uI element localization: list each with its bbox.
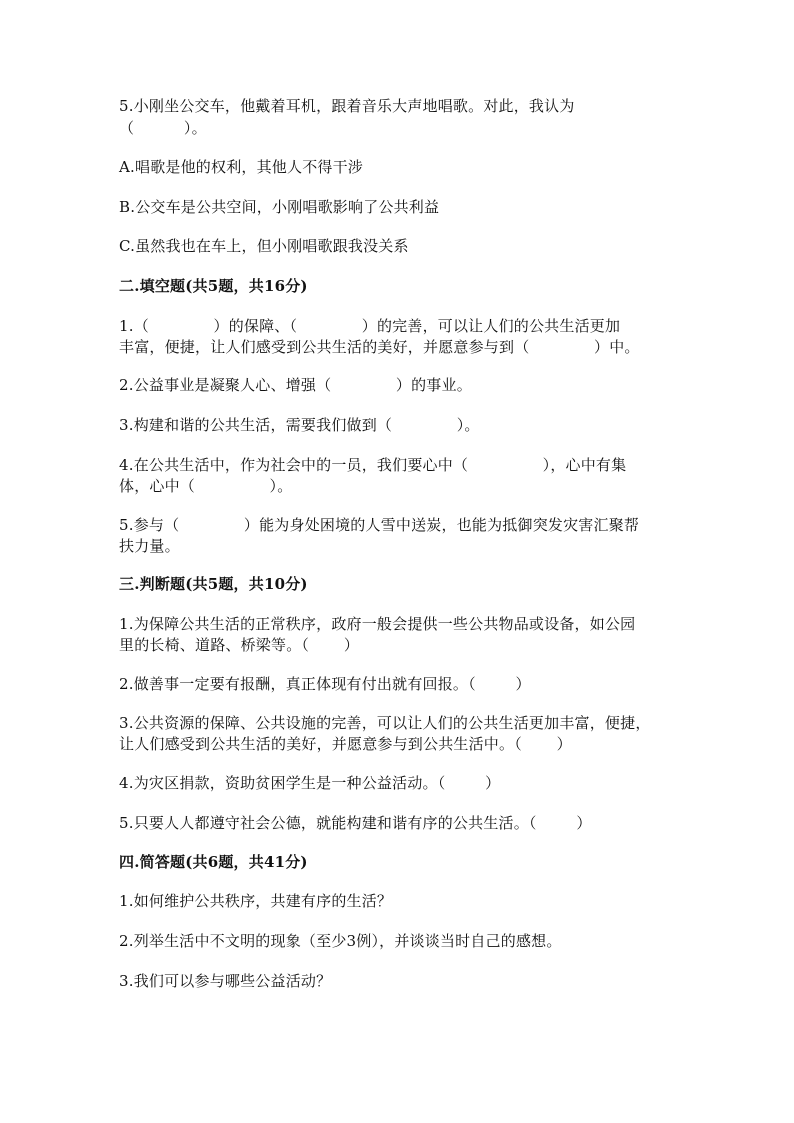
section-heading-true-false: 三.判断题(共5题，共10分) [119, 575, 308, 593]
question-line: 4.为灾区捐款，资助贫困学生是一种公益活动。（ ） [119, 774, 501, 792]
question-line: 丰富，便捷，让人们感受到公共生活的美好，并愿意参与到（ ）中。 [119, 338, 640, 356]
question-line: 5.参与（ ）能为身处困境的人雪中送炭，也能为抵御突发灾害汇聚帮 [119, 516, 640, 534]
question-line: 1.如何维护公共秩序，共建有序的生活？ [119, 892, 393, 910]
question-line: 让人们感受到公共生活的美好，并愿意参与到公共生活中。（ ） [119, 735, 572, 753]
section-heading-fill-blank: 二.填空题(共5题，共16分) [119, 277, 308, 295]
question-line: 里的长椅、道路、桥梁等。（ ） [119, 636, 360, 654]
question-line: 1.（ ）的保障、（ ）的完善，可以让人们的公共生活更加 [119, 317, 621, 335]
question-line: 3.我们可以参与哪些公益活动？ [119, 972, 332, 990]
question-line: 2.列举生活中不文明的现象（至少3例），并谈谈当时自己的感想。 [119, 932, 562, 950]
option-a: A.唱歌是他的权利，其他人不得干涉 [119, 158, 364, 176]
question-line: 体，心中（ ）。 [119, 477, 293, 495]
question-line: 5.小刚坐公交车，他戴着耳机，跟着音乐大声地唱歌。对此，我认为 [119, 97, 575, 115]
option-b: B.公交车是公共空间，小刚唱歌影响了公共利益 [119, 198, 440, 216]
question-line: 扶力量。 [119, 537, 180, 555]
question-line: 2.公益事业是凝聚人心、增强（ ）的事业。 [119, 376, 472, 394]
question-line: 5.只要人人都遵守社会公德，就能构建和谐有序的公共生活。（ ） [119, 814, 592, 832]
question-line: 1.为保障公共生活的正常秩序，政府一般会提供一些公共物品或设备，如公园 [119, 615, 636, 633]
section-heading-short-answer: 四.简答题(共6题，共41分) [119, 853, 308, 871]
question-line: 2.做善事一定要有报酬，真正体现有付出就有回报。（ ） [119, 675, 531, 693]
question-line: （ ）。 [119, 119, 207, 137]
question-line: 4.在公共生活中，作为社会中的一员，我们要心中（ ），心中有集 [119, 456, 627, 474]
question-line: 3.公共资源的保障、公共设施的完善，可以让人们的公共生活更加丰富，便捷， [119, 714, 651, 732]
option-c: C.虽然我也在车上，但小刚唱歌跟我没关系 [119, 237, 409, 255]
question-line: 3.构建和谐的公共生活，需要我们做到（ ）。 [119, 416, 480, 434]
